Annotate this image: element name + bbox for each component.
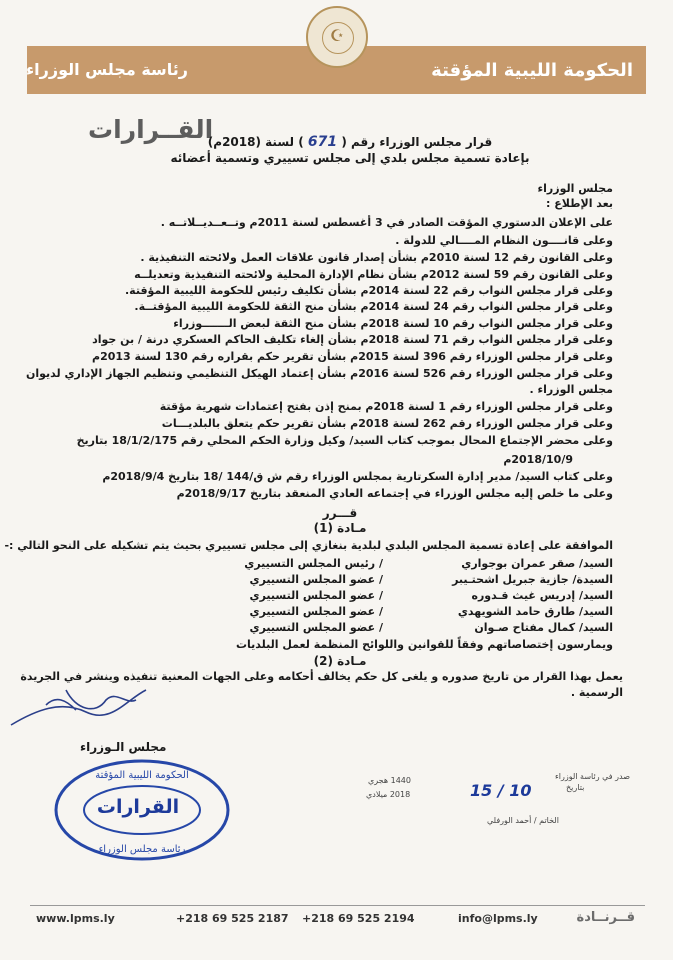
footer-brand: قــرنــادة (576, 910, 635, 925)
prepared-by: الخاتم / أحمد الورفلي (487, 816, 559, 825)
preamble-item: مجلس الوزراء . (529, 383, 613, 396)
footer-phone-1: +218 69 525 2187 (176, 912, 289, 925)
footer-divider (30, 905, 645, 906)
decision-header (155, 134, 545, 166)
preamble-item: وعلى القانون رقم 12 لسنة 2010م بشأن إصدار قانون علاقات العمل ولائحته التنفيذية . (140, 251, 613, 264)
member-row (133, 621, 613, 636)
member-row (133, 557, 613, 572)
preamble-item: وعلى قرار مجلس النواب رقم 22 لسنة 2014م بشأن تكليف رئيس للحكومة الليبية المؤقتة. (125, 284, 613, 297)
member-name: السيد/ طارق حامد الشويهدي (457, 605, 613, 618)
preamble-item: وعلى كتاب السيد/ مدير إدارة السكرتارية بمجلس الوزراء رقم ش ق/144 /18 بتاريخ 2018/9/4م (102, 470, 613, 483)
gregorian-label: 2018 ميلادي (366, 790, 411, 799)
member-name: السيد/ إدريس غيث قـدوره (471, 589, 613, 602)
article-1-heading: مـادة (1) (313, 521, 367, 535)
member-role: / عضو المجلس التسييري (249, 573, 383, 586)
member-row (133, 589, 613, 604)
member-role: / عضو المجلس التسييري (249, 621, 383, 634)
after-review-label: بعد الإطلاع : (546, 197, 613, 210)
footer-phone-2: +218 69 525 2194 (302, 912, 415, 925)
preamble-item: وعلى قرار مجلس الوزراء رقم 1 لسنة 2018م بمنح إذن بفتح إعتمادات شهرية مؤقتة (159, 400, 613, 413)
member-role: / عضو المجلس التسييري (249, 605, 383, 618)
member-row (133, 573, 613, 588)
hijri-label: 1440 هجري (368, 776, 411, 785)
issued-label: صدر في رئاسة الوزراء (555, 772, 630, 781)
signature-title: مجلس الـوزراء (80, 740, 167, 754)
member-name: السيدة/ جازية جبريل اشحتـيبر (452, 573, 613, 586)
section-title: القــرارات (88, 115, 214, 144)
stamp-bottom-text: رئاسة مجلس الوزراء (98, 844, 186, 855)
stamp-top-text: الحكومة الليبية المؤقتة (95, 770, 189, 781)
article-2-heading: مـادة (2) (313, 654, 367, 668)
member-role: / عضو المجلس التسييري (249, 589, 383, 602)
preamble-item: وعلى قرار مجلس النواب رقم 71 لسنة 2018م بشأن إلغاء تكليف الحاكم العسكري درنة / بن جواد (92, 333, 613, 346)
decided-heading: قـــرر (322, 506, 358, 520)
member-row (133, 605, 613, 620)
footer-website: www.lpms.ly (36, 912, 115, 925)
header-right-title: الحكومة الليبية المؤقتة (431, 60, 633, 81)
preamble-item: وعلى قرار مجلس الوزراء رقم 396 لسنة 2015م بشأن تقرير حكم بقراره رقم 130 لسنة 2013م (92, 350, 613, 363)
member-role: / رئيس المجلس التسييري (244, 557, 383, 570)
signature-icon (6, 670, 176, 740)
members-note: ويمارسون إختصاصاتهم وفقاً للقوانين واللوائح المنظمة لعمل البلديات (235, 638, 613, 651)
preamble-item: وعلى قانــــون النظام المــــالي للدولة . (395, 234, 613, 247)
preamble-item: وعلى قرار مجلس الوزراء رقم 262 لسنة 2018م بشأن تقرير حكم يتعلق بالبلديـــات (161, 417, 613, 430)
member-name: السيد/ كمال مفتاح صـوان (474, 621, 613, 634)
decision-line-2: بإعادة تسمية مجلس بلدي إلى مجلس تسييري وتسمية أعضائه (170, 151, 530, 165)
preamble-item: على الإعلان الدستوري المؤقت الصادر في 3 أغسطس لسنة 2011م وتــعــديــلاتــه . (160, 216, 613, 229)
footer-email: info@lpms.ly (458, 912, 538, 925)
date-label: بتاريخ (566, 783, 585, 792)
preamble-item: وعلى القانون رقم 59 لسنة 2012م بشأن نظام الإدارة المحلية ولائحته التنفيذية وتعديلــه (134, 268, 613, 281)
header-left-title: رئاسة مجلس الوزراء (26, 60, 188, 79)
decision-line-1: قرار مجلس الوزراء رقم ( 671 ) لسنة (2018م) (207, 134, 493, 150)
council-label: مجلس الوزراء (537, 182, 613, 195)
article-1-text: الموافقة على إعادة تسمية المجلس البلدي لبلدية بنغازي إلى مجلس تسييري بحيث يتم تشكيله على النحو التالي :- (4, 539, 613, 552)
preamble-item: وعلى ما خلص إليه مجلس الوزراء في إجتماعه العادي المنعقد بتاريخ 2018/9/17م (176, 487, 613, 500)
preamble-item: 2018/10/9م (503, 453, 573, 466)
preamble-item: وعلى قرار مجلس الوزراء رقم 526 لسنة 2016م بشأن إعتماد الهيكل التنظيمي وتنظيم الجهاز الإداري لديوان (25, 367, 613, 380)
preamble-item: وعلى قرار مجلس النواب رقم 10 لسنة 2018م بشأن منح الثقة لبعض الـــــــوزراء (173, 317, 613, 330)
handwritten-date: 15 / 10 (470, 781, 532, 800)
crest-emblem-icon: ☪ (306, 6, 368, 68)
preamble-item: وعلى قرار مجلس النواب رقم 24 لسنة 2014م بشأن منح الثقة للحكومة الليبية المؤقتــة. (134, 300, 613, 313)
member-name: السيد/ صقر عمران بوجواري (461, 557, 613, 570)
stamp-center-text: القرارات (96, 796, 180, 818)
decision-number: 671 (307, 134, 338, 150)
preamble-item: وعلى محضر الإجتماع المحال بموجب كتاب السيد/ وكيل وزارة الحكم المحلي رقم 18/1/2/175 بتاريخ (76, 434, 613, 447)
government-crest (306, 6, 368, 116)
article-2-text-2: الرسمية . (570, 686, 623, 699)
article-2-text-1: يعمل بهذا القرار من تاريخ صدوره و يلغى كل حكم يخالف أحكامه وعلى الجهات المعنية تنفيذه وينشر في الجريدة (20, 670, 623, 683)
